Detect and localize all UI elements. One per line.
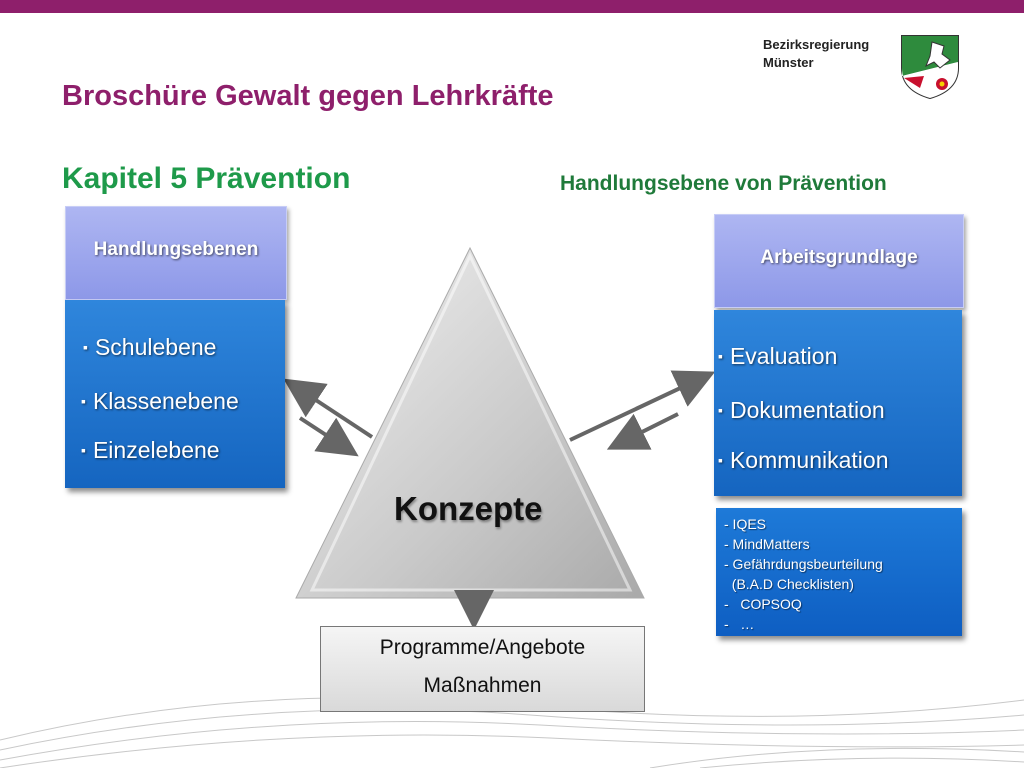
- left-header-label: Handlungsebenen: [93, 239, 259, 260]
- right-header-label: Arbeitsgrundlage: [760, 247, 918, 268]
- arrow-right-to-triangle: [614, 414, 678, 446]
- list-item: ▪ Dokumentation: [718, 397, 885, 424]
- list-item: ▪ Klassenebene: [81, 388, 239, 415]
- list-item: ▪ Einzelebene: [81, 437, 220, 464]
- arrow-triangle-to-right: [570, 375, 708, 440]
- list-item: ▪ Kommunikation: [718, 447, 889, 474]
- list-item: ▪ Evaluation: [718, 343, 837, 370]
- chapter-subtitle: Kapitel 5 Prävention: [62, 162, 351, 195]
- concepts-label: Konzepte: [394, 490, 543, 527]
- tool-item: - IQES: [724, 516, 767, 532]
- programs-box: [320, 626, 645, 712]
- tool-item: - COPSOQ: [724, 596, 802, 612]
- right-header-box: [714, 214, 964, 308]
- org-name-line2: Münster: [763, 55, 814, 70]
- page-title: Broschüre Gewalt gegen Lehrkräfte: [62, 80, 554, 112]
- tool-item: - …: [724, 616, 755, 632]
- right-basis-box: [714, 310, 962, 496]
- arrow-triangle-to-left: [290, 383, 372, 437]
- programs-line2: Maßnahmen: [423, 674, 542, 697]
- tools-list-box: [716, 508, 962, 636]
- list-item: ▪ Schulebene: [83, 334, 216, 361]
- left-levels-box: [65, 300, 285, 488]
- org-name-line1: Bezirksregierung: [763, 37, 870, 52]
- programs-line1: Programme/Angebote: [379, 636, 586, 659]
- tool-item: (B.A.D Checklisten): [724, 576, 854, 592]
- left-header-box: [65, 206, 287, 300]
- arrow-left-to-triangle: [300, 418, 352, 452]
- right-section-title: Handlungsebene von Prävention: [560, 172, 887, 195]
- tool-item: - Gefährdungsbeurteilung: [724, 556, 883, 572]
- tool-item: - MindMatters: [724, 536, 810, 552]
